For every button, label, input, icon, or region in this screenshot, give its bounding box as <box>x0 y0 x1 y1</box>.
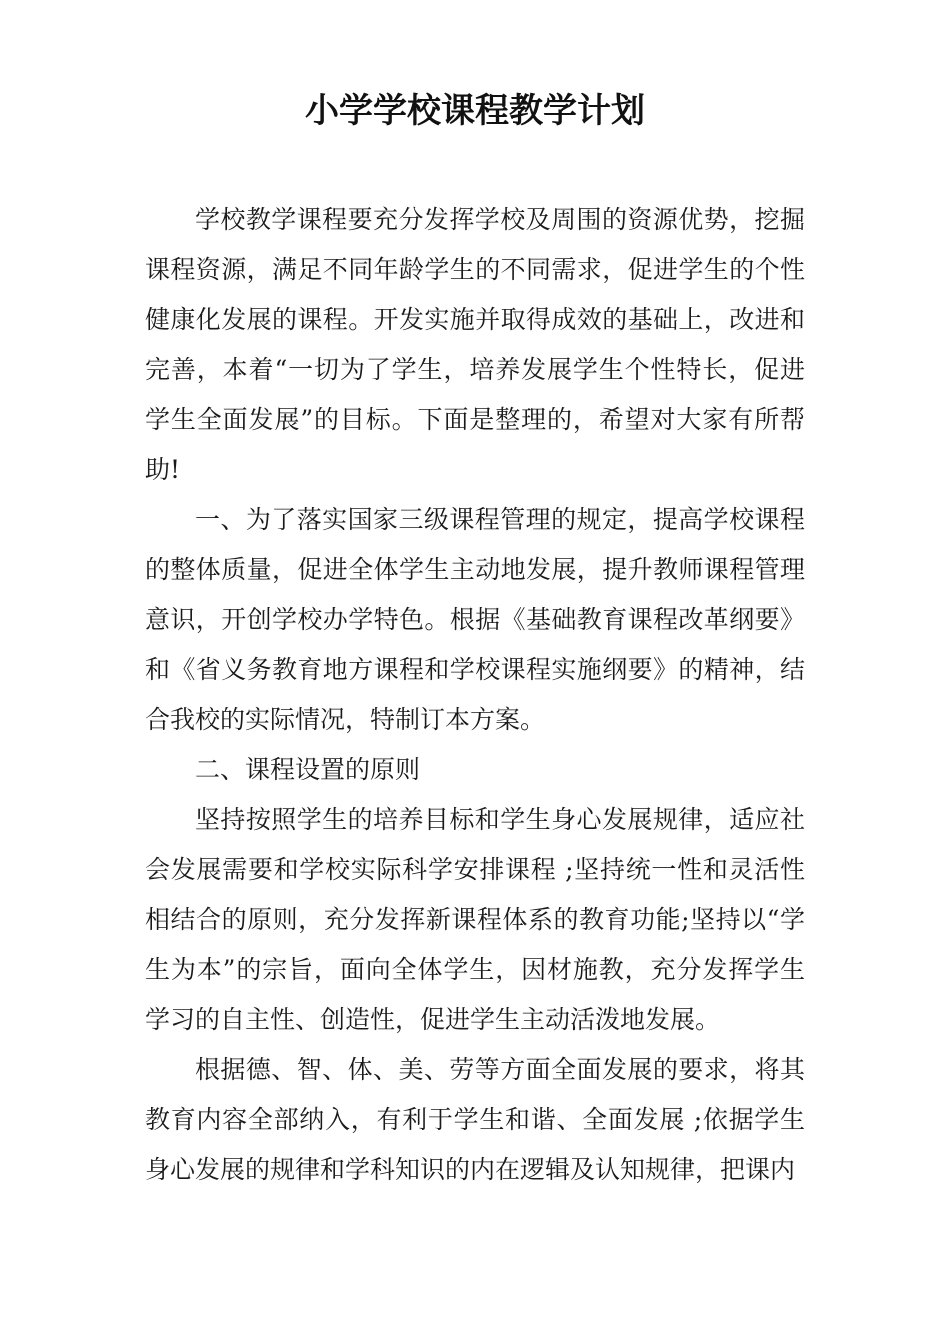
section-two-heading: 二、课程设置的原则 <box>195 755 421 784</box>
development-paragraph: 根据德、智、体、美、劳等方面全面发展的要求，将其教育内容全部纳入，有利于学生和谐、全面发展 ;依据学生身心发展的规律和学科知识的内在逻辑及认知规律，把课内 <box>145 1055 805 1184</box>
section-one-paragraph: 一、为了落实国家三级课程管理的规定，提高学校课程的整体质量，促进全体学生主动地发展，提升教师课程管理意识，开创学校办学特色。根据《基础教育课程改革纲要》和《省义务教育地方课程和学校课程实施纲要》的精神，结合我校的实际情况，特制订本方案。 <box>145 505 805 734</box>
document-body <box>145 195 805 1195</box>
principles-paragraph: 坚持按照学生的培养目标和学生身心发展规律，适应社会发展需要和学校实际科学安排课程 ;坚持统一性和灵活性相结合的原则，充分发挥新课程体系的教育功能;坚持以“学生为本”的宗旨，面向全体学生，因材施教，充分发挥学生学习的自主性、创造性，促进学生主动活泼地发展。 <box>145 805 805 1034</box>
intro-paragraph: 学校教学课程要充分发挥学校及周围的资源优势，挖掘课程资源，满足不同年龄学生的不同需求，促进学生的个性健康化发展的课程。开发实施并取得成效的基础上，改进和完善，本着“一切为了学生，培养发展学生个性特长，促进学生全面发展”的目标。下面是整理的，希望对大家有所帮助! <box>145 205 805 484</box>
document-title: 小学学校课程教学计划 <box>305 91 645 131</box>
